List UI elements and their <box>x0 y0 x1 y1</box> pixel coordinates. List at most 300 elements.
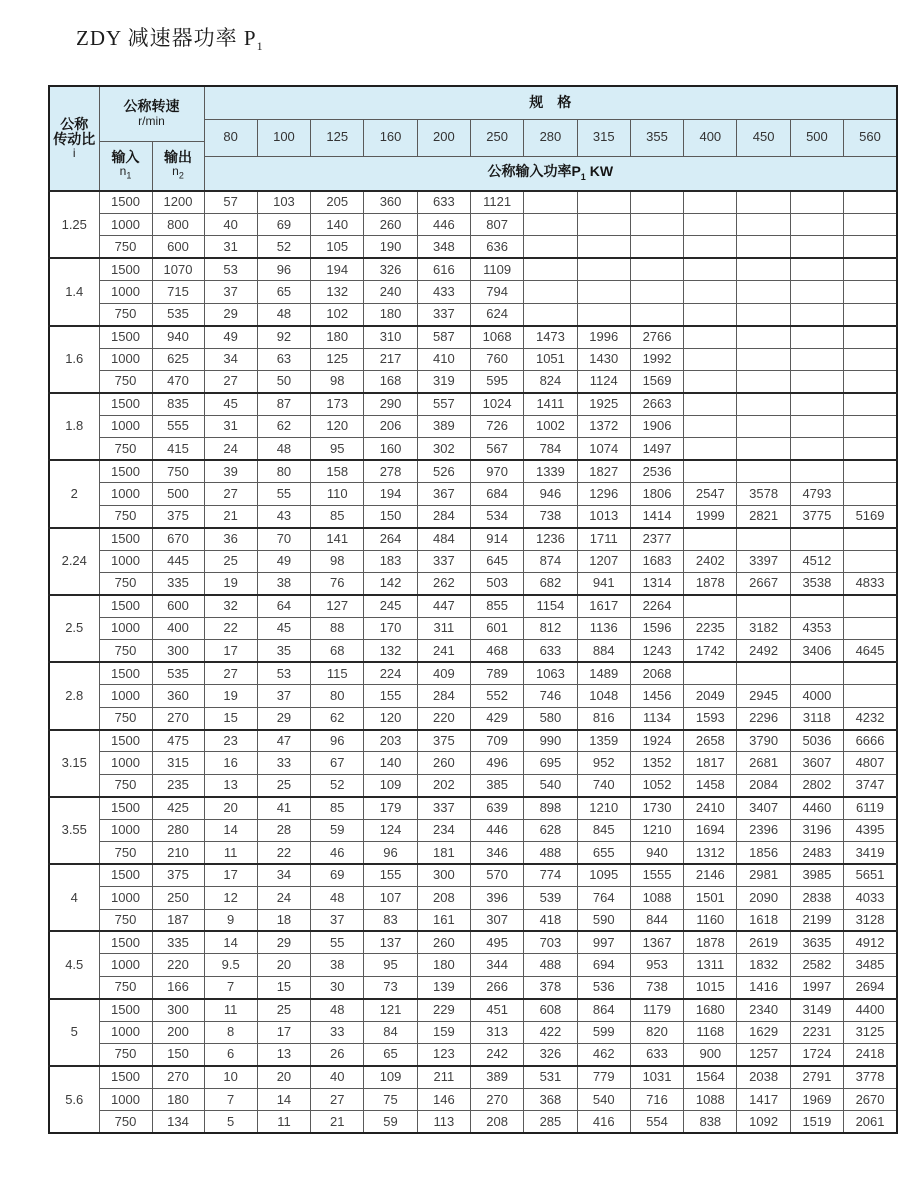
empty-cell <box>844 662 897 684</box>
power-value-cell: 3118 <box>790 707 843 729</box>
empty-cell <box>844 528 897 550</box>
power-value-cell: 2981 <box>737 864 790 886</box>
empty-cell <box>790 303 843 325</box>
power-value-cell: 59 <box>364 1111 417 1133</box>
power-value-cell: 997 <box>577 931 630 953</box>
header-spec-label: 规 格 <box>204 86 897 119</box>
output-speed-cell: 166 <box>152 976 204 998</box>
output-speed-cell: 200 <box>152 1021 204 1043</box>
power-value-cell: 290 <box>364 393 417 415</box>
table-row <box>49 685 897 707</box>
power-value-cell: 2663 <box>630 393 683 415</box>
empty-cell <box>577 236 630 258</box>
empty-cell <box>790 213 843 235</box>
power-value-cell: 1806 <box>630 483 683 505</box>
power-value-cell: 11 <box>204 999 257 1021</box>
output-speed-cell: 415 <box>152 438 204 460</box>
power-value-cell: 1013 <box>577 505 630 527</box>
output-speed-cell: 375 <box>152 864 204 886</box>
power-value-cell: 1618 <box>737 909 790 931</box>
power-value-cell: 285 <box>524 1111 577 1133</box>
table-row <box>49 819 897 841</box>
empty-cell <box>684 415 737 437</box>
power-value-cell: 3149 <box>790 999 843 1021</box>
power-value-cell: 53 <box>204 258 257 280</box>
power-value-cell: 1257 <box>737 1044 790 1066</box>
power-value-cell: 21 <box>311 1111 364 1133</box>
empty-cell <box>844 348 897 370</box>
power-value-cell: 540 <box>577 1089 630 1111</box>
power-value-cell: 595 <box>470 371 523 393</box>
power-value-cell: 1134 <box>630 707 683 729</box>
power-value-cell: 1296 <box>577 483 630 505</box>
power-value-cell: 120 <box>364 707 417 729</box>
power-value-cell: 1593 <box>684 707 737 729</box>
power-value-cell: 53 <box>257 662 310 684</box>
table-row <box>49 864 897 886</box>
power-value-cell: 526 <box>417 460 470 482</box>
output-speed-cell: 360 <box>152 685 204 707</box>
power-value-cell: 1210 <box>577 797 630 819</box>
power-value-cell: 22 <box>204 617 257 639</box>
power-value-cell: 229 <box>417 999 470 1021</box>
empty-cell <box>737 326 790 348</box>
power-value-cell: 716 <box>630 1089 683 1111</box>
output-speed-cell: 280 <box>152 819 204 841</box>
power-value-cell: 1497 <box>630 438 683 460</box>
power-value-cell: 639 <box>470 797 523 819</box>
power-value-cell: 540 <box>524 774 577 796</box>
power-value-cell: 738 <box>524 505 577 527</box>
empty-cell <box>577 191 630 213</box>
power-value-cell: 389 <box>417 415 470 437</box>
power-value-cell: 170 <box>364 617 417 639</box>
power-value-cell: 49 <box>257 550 310 572</box>
empty-cell <box>737 258 790 280</box>
empty-cell <box>684 236 737 258</box>
table-row <box>49 730 897 752</box>
power-value-cell: 488 <box>524 954 577 976</box>
power-value-cell: 76 <box>311 572 364 594</box>
power-value-cell: 50 <box>257 371 310 393</box>
table-row <box>49 595 897 617</box>
power-value-cell: 310 <box>364 326 417 348</box>
power-value-cell: 96 <box>364 842 417 864</box>
power-value-cell: 2377 <box>630 528 683 550</box>
input-speed-cell: 1000 <box>99 954 152 976</box>
power-value-cell: 1456 <box>630 685 683 707</box>
power-value-cell: 1992 <box>630 348 683 370</box>
power-value-cell: 4793 <box>790 483 843 505</box>
power-value-cell: 1015 <box>684 976 737 998</box>
output-speed-cell: 300 <box>152 640 204 662</box>
power-value-cell: 2061 <box>844 1111 897 1133</box>
power-value-cell: 9 <box>204 909 257 931</box>
power-value-cell: 2340 <box>737 999 790 1021</box>
input-speed-cell: 1500 <box>99 528 152 550</box>
power-value-cell: 63 <box>257 348 310 370</box>
input-speed-cell: 1500 <box>99 258 152 280</box>
empty-cell <box>684 662 737 684</box>
power-value-cell: 601 <box>470 617 523 639</box>
power-value-cell: 864 <box>577 999 630 1021</box>
empty-cell <box>844 685 897 707</box>
power-value-cell: 682 <box>524 572 577 594</box>
power-value-cell: 636 <box>470 236 523 258</box>
output-speed-cell: 600 <box>152 595 204 617</box>
power-value-cell: 422 <box>524 1021 577 1043</box>
power-value-cell: 8 <box>204 1021 257 1043</box>
power-value-cell: 2084 <box>737 774 790 796</box>
power-value-cell: 1473 <box>524 326 577 348</box>
power-value-cell: 48 <box>257 438 310 460</box>
power-value-cell: 1002 <box>524 415 577 437</box>
power-value-cell: 946 <box>524 483 577 505</box>
header-input-cell <box>99 141 152 191</box>
power-value-cell: 33 <box>311 1021 364 1043</box>
power-value-cell: 103 <box>257 191 310 213</box>
table-row <box>49 213 897 235</box>
power-value-cell: 109 <box>364 774 417 796</box>
output-speed-cell: 270 <box>152 1066 204 1088</box>
table-row <box>49 1021 897 1043</box>
power-value-cell: 159 <box>417 1021 470 1043</box>
table-row <box>49 258 897 280</box>
power-value-cell: 311 <box>417 617 470 639</box>
empty-cell <box>684 258 737 280</box>
power-value-cell: 26 <box>311 1044 364 1066</box>
power-value-cell: 65 <box>257 281 310 303</box>
power-value-cell: 760 <box>470 348 523 370</box>
power-value-cell: 740 <box>577 774 630 796</box>
power-value-cell: 764 <box>577 887 630 909</box>
power-value-cell: 127 <box>311 595 364 617</box>
power-value-cell: 824 <box>524 371 577 393</box>
power-value-cell: 2945 <box>737 685 790 707</box>
output-speed-cell: 250 <box>152 887 204 909</box>
empty-cell <box>684 303 737 325</box>
power-value-cell: 20 <box>257 954 310 976</box>
power-value-cell: 552 <box>470 685 523 707</box>
input-speed-cell: 1000 <box>99 550 152 572</box>
power-value-cell: 121 <box>364 999 417 1021</box>
power-value-cell: 1924 <box>630 730 683 752</box>
power-value-cell: 1564 <box>684 1066 737 1088</box>
power-value-cell: 102 <box>311 303 364 325</box>
power-value-cell: 1817 <box>684 752 737 774</box>
power-value-cell: 1121 <box>470 191 523 213</box>
power-value-cell: 220 <box>417 707 470 729</box>
table-row <box>49 393 897 415</box>
power-value-cell: 95 <box>311 438 364 460</box>
empty-cell <box>844 213 897 235</box>
power-value-cell: 360 <box>364 191 417 213</box>
power-value-cell: 5036 <box>790 730 843 752</box>
power-value-cell: 161 <box>417 909 470 931</box>
output-speed-cell: 187 <box>152 909 204 931</box>
spec-column-450: 450 <box>737 119 790 156</box>
power-value-cell: 898 <box>524 797 577 819</box>
power-value-cell: 1024 <box>470 393 523 415</box>
power-table <box>48 85 898 1134</box>
power-value-cell: 2547 <box>684 483 737 505</box>
power-value-cell: 812 <box>524 617 577 639</box>
power-value-cell: 1068 <box>470 326 523 348</box>
ratio-cell: 2.24 <box>49 528 99 595</box>
power-value-cell: 7 <box>204 976 257 998</box>
output-speed-cell: 625 <box>152 348 204 370</box>
power-value-cell: 140 <box>311 213 364 235</box>
ratio-cell: 5 <box>49 999 99 1066</box>
power-value-cell: 2199 <box>790 909 843 931</box>
table-row <box>49 281 897 303</box>
empty-cell <box>684 460 737 482</box>
output-speed-cell: 835 <box>152 393 204 415</box>
power-value-cell: 302 <box>417 438 470 460</box>
power-value-cell: 3775 <box>790 505 843 527</box>
power-value-cell: 139 <box>417 976 470 998</box>
empty-cell <box>790 595 843 617</box>
power-value-cell: 10 <box>204 1066 257 1088</box>
power-value-cell: 150 <box>364 505 417 527</box>
power-value-cell: 495 <box>470 931 523 953</box>
output-speed-cell: 445 <box>152 550 204 572</box>
input-speed-cell: 1500 <box>99 1066 152 1088</box>
empty-cell <box>844 303 897 325</box>
output-speed-cell: 134 <box>152 1111 204 1133</box>
power-value-cell: 900 <box>684 1044 737 1066</box>
power-value-cell: 1088 <box>630 887 683 909</box>
power-value-cell: 52 <box>257 236 310 258</box>
power-value-cell: 418 <box>524 909 577 931</box>
power-value-cell: 446 <box>470 819 523 841</box>
empty-cell <box>524 303 577 325</box>
table-row <box>49 348 897 370</box>
empty-cell <box>844 438 897 460</box>
input-speed-cell: 1000 <box>99 213 152 235</box>
header-ratio-symbol: i <box>72 146 76 161</box>
input-speed-cell: 750 <box>99 371 152 393</box>
power-value-cell: 468 <box>470 640 523 662</box>
power-value-cell: 346 <box>470 842 523 864</box>
power-value-cell: 15 <box>204 707 257 729</box>
page-title: ZDY 减速器功率 $P_1$ <box>76 26 264 54</box>
power-value-cell: 703 <box>524 931 577 953</box>
power-value-cell: 13 <box>257 1044 310 1066</box>
empty-cell <box>844 595 897 617</box>
power-value-cell: 3397 <box>737 550 790 572</box>
power-value-cell: 1489 <box>577 662 630 684</box>
power-value-cell: 580 <box>524 707 577 729</box>
power-value-cell: 9.5 <box>204 954 257 976</box>
power-value-cell: 205 <box>311 191 364 213</box>
power-value-cell: 3182 <box>737 617 790 639</box>
table-row <box>49 707 897 729</box>
power-value-cell: 65 <box>364 1044 417 1066</box>
power-value-cell: 941 <box>577 572 630 594</box>
power-value-cell: 1372 <box>577 415 630 437</box>
empty-cell <box>844 236 897 258</box>
power-value-cell: 49 <box>204 326 257 348</box>
output-speed-cell: 150 <box>152 1044 204 1066</box>
power-value-cell: 4833 <box>844 572 897 594</box>
power-value-cell: 1312 <box>684 842 737 864</box>
table-row <box>49 191 897 213</box>
empty-cell <box>630 191 683 213</box>
power-value-cell: 92 <box>257 326 310 348</box>
power-value-cell: 12 <box>204 887 257 909</box>
input-speed-cell: 1000 <box>99 1021 152 1043</box>
power-value-cell: 34 <box>204 348 257 370</box>
power-value-cell: 31 <box>204 236 257 258</box>
power-value-cell: 3538 <box>790 572 843 594</box>
empty-cell <box>737 528 790 550</box>
power-value-cell: 1458 <box>684 774 737 796</box>
power-value-cell: 628 <box>524 819 577 841</box>
input-speed-cell: 1000 <box>99 819 152 841</box>
power-value-cell: 21 <box>204 505 257 527</box>
power-value-cell: 1711 <box>577 528 630 550</box>
empty-cell <box>524 236 577 258</box>
table-row <box>49 438 897 460</box>
power-value-cell: 410 <box>417 348 470 370</box>
power-value-cell: 3790 <box>737 730 790 752</box>
power-value-cell: 95 <box>364 954 417 976</box>
power-value-cell: 13 <box>204 774 257 796</box>
power-value-cell: 132 <box>311 281 364 303</box>
input-speed-cell: 1000 <box>99 617 152 639</box>
power-value-cell: 655 <box>577 842 630 864</box>
power-value-cell: 109 <box>364 1066 417 1088</box>
power-value-cell: 27 <box>311 1089 364 1111</box>
table-row <box>49 931 897 953</box>
output-speed-cell: 470 <box>152 371 204 393</box>
power-value-cell: 633 <box>524 640 577 662</box>
power-value-cell: 1411 <box>524 393 577 415</box>
power-value-cell: 73 <box>364 976 417 998</box>
power-value-cell: 190 <box>364 236 417 258</box>
table-row <box>49 887 897 909</box>
table-row <box>49 617 897 639</box>
empty-cell <box>790 415 843 437</box>
power-value-cell: 953 <box>630 954 683 976</box>
empty-cell <box>790 348 843 370</box>
input-speed-cell: 1000 <box>99 887 152 909</box>
power-value-cell: 96 <box>311 730 364 752</box>
header-ratio-line2: 传动比 <box>53 130 96 147</box>
power-value-cell: 816 <box>577 707 630 729</box>
table-row <box>49 460 897 482</box>
power-value-cell: 88 <box>311 617 364 639</box>
power-value-cell: 1730 <box>630 797 683 819</box>
power-value-cell: 181 <box>417 842 470 864</box>
power-value-cell: 69 <box>257 213 310 235</box>
power-value-cell: 451 <box>470 999 523 1021</box>
empty-cell <box>737 415 790 437</box>
power-value-cell: 845 <box>577 819 630 841</box>
power-value-cell: 4033 <box>844 887 897 909</box>
power-value-cell: 25 <box>257 999 310 1021</box>
power-value-cell: 1414 <box>630 505 683 527</box>
power-value-cell: 105 <box>311 236 364 258</box>
power-value-cell: 4353 <box>790 617 843 639</box>
power-value-cell: 1109 <box>470 258 523 280</box>
power-value-cell: 1680 <box>684 999 737 1021</box>
power-value-cell: 37 <box>311 909 364 931</box>
power-value-cell: 180 <box>364 303 417 325</box>
power-value-cell: 1311 <box>684 954 737 976</box>
power-value-cell: 1878 <box>684 931 737 953</box>
power-value-cell: 142 <box>364 572 417 594</box>
power-value-cell: 2264 <box>630 595 683 617</box>
power-value-cell: 80 <box>311 685 364 707</box>
power-value-cell: 536 <box>577 976 630 998</box>
power-value-cell: 55 <box>311 931 364 953</box>
input-speed-cell: 1500 <box>99 730 152 752</box>
power-value-cell: 57 <box>204 191 257 213</box>
power-value-cell: 2402 <box>684 550 737 572</box>
power-value-cell: 599 <box>577 1021 630 1043</box>
power-value-cell: 746 <box>524 685 577 707</box>
power-value-cell: 807 <box>470 213 523 235</box>
power-value-cell: 2681 <box>737 752 790 774</box>
power-value-cell: 203 <box>364 730 417 752</box>
input-speed-cell: 750 <box>99 303 152 325</box>
empty-cell <box>577 258 630 280</box>
power-value-cell: 1629 <box>737 1021 790 1043</box>
power-value-cell: 48 <box>311 999 364 1021</box>
power-value-cell: 784 <box>524 438 577 460</box>
empty-cell <box>844 326 897 348</box>
power-value-cell: 25 <box>204 550 257 572</box>
table-row <box>49 236 897 258</box>
header-ratio-line1: 公称 <box>60 115 89 132</box>
power-value-cell: 87 <box>257 393 310 415</box>
power-value-cell: 29 <box>257 931 310 953</box>
power-value-cell: 18 <box>257 909 310 931</box>
output-speed-cell: 235 <box>152 774 204 796</box>
power-value-cell: 633 <box>417 191 470 213</box>
empty-cell <box>684 348 737 370</box>
output-speed-cell: 335 <box>152 931 204 953</box>
empty-cell <box>684 371 737 393</box>
power-value-cell: 120 <box>311 415 364 437</box>
power-value-cell: 47 <box>257 730 310 752</box>
power-value-cell: 22 <box>257 842 310 864</box>
output-speed-cell: 1070 <box>152 258 204 280</box>
power-value-cell: 940 <box>630 842 683 864</box>
power-value-cell: 2049 <box>684 685 737 707</box>
power-value-cell: 173 <box>311 393 364 415</box>
empty-cell <box>737 393 790 415</box>
power-value-cell: 1352 <box>630 752 683 774</box>
power-value-cell: 69 <box>311 864 364 886</box>
power-value-cell: 789 <box>470 662 523 684</box>
empty-cell <box>790 236 843 258</box>
power-value-cell: 39 <box>204 460 257 482</box>
table-row <box>49 326 897 348</box>
power-value-cell: 38 <box>311 954 364 976</box>
power-value-cell: 37 <box>257 685 310 707</box>
power-value-cell: 616 <box>417 258 470 280</box>
power-value-cell: 557 <box>417 393 470 415</box>
power-value-cell: 41 <box>257 797 310 819</box>
power-value-cell: 1519 <box>790 1111 843 1133</box>
power-value-cell: 484 <box>417 528 470 550</box>
power-value-cell: 970 <box>470 460 523 482</box>
power-value-cell: 1569 <box>630 371 683 393</box>
power-value-cell: 85 <box>311 797 364 819</box>
